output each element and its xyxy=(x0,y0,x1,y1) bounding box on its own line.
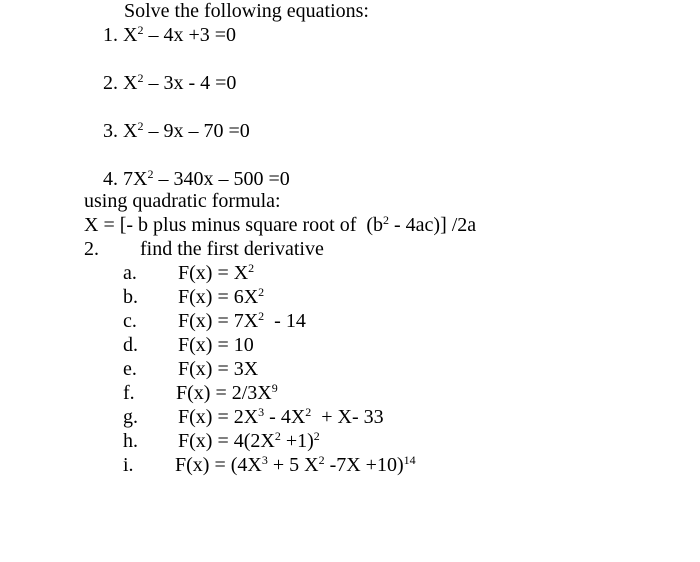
equation-1: 1. $X^2 - 4x +3 =0$ xyxy=(103,23,237,46)
function-b: $F(x) = 6X^2$ xyxy=(178,285,265,308)
heading: Solve the following equations: xyxy=(124,0,369,22)
function-d: F(x) = 10 xyxy=(178,334,254,356)
function-a: $F(x) = X^2$ xyxy=(178,261,255,284)
equation-4: 4. $7X^2 - 340x - 500 =0$ xyxy=(103,167,290,190)
function-f: $F(x) = 2/3X^9$ xyxy=(176,381,278,404)
function-c: $F(x) = 7X^2 - 14$ xyxy=(178,309,306,332)
function-e-letter: e. xyxy=(123,358,137,380)
function-e: F(x) = 3X xyxy=(178,358,259,380)
function-c-letter: c. xyxy=(123,310,137,332)
function-d-letter: d. xyxy=(123,334,138,356)
function-h-letter: h. xyxy=(123,430,138,452)
quadratic-formula: X = [- b plus minus square root of $(b^2 - 4ac)$] /2a xyxy=(84,213,477,236)
method-label: using quadratic formula: xyxy=(84,190,281,212)
function-a-letter: a. xyxy=(123,262,137,284)
equation-3: 3. $X^2 - 9x - 70 =0$ xyxy=(103,119,250,142)
function-g-letter: g. xyxy=(123,406,138,428)
function-f-letter: f. xyxy=(123,382,135,404)
section-2-number: 2. xyxy=(84,238,99,260)
equation-2: 2. $X^2 - 3x - 4 =0$ xyxy=(103,71,237,94)
function-i-letter: i. xyxy=(123,454,134,476)
function-i: $F(x) = (4X^3 + 5$ $X^2$ -7X +10)$^{14}$ xyxy=(175,453,416,476)
section-2-title: find the first derivative xyxy=(140,238,324,260)
function-b-letter: b. xyxy=(123,286,138,308)
function-g: $F(x) = 2X^3 - 4X^2 + X-$ 33 xyxy=(178,405,384,428)
function-h: $F(x) = 4(2X^2 +1)^2$ xyxy=(178,429,320,452)
